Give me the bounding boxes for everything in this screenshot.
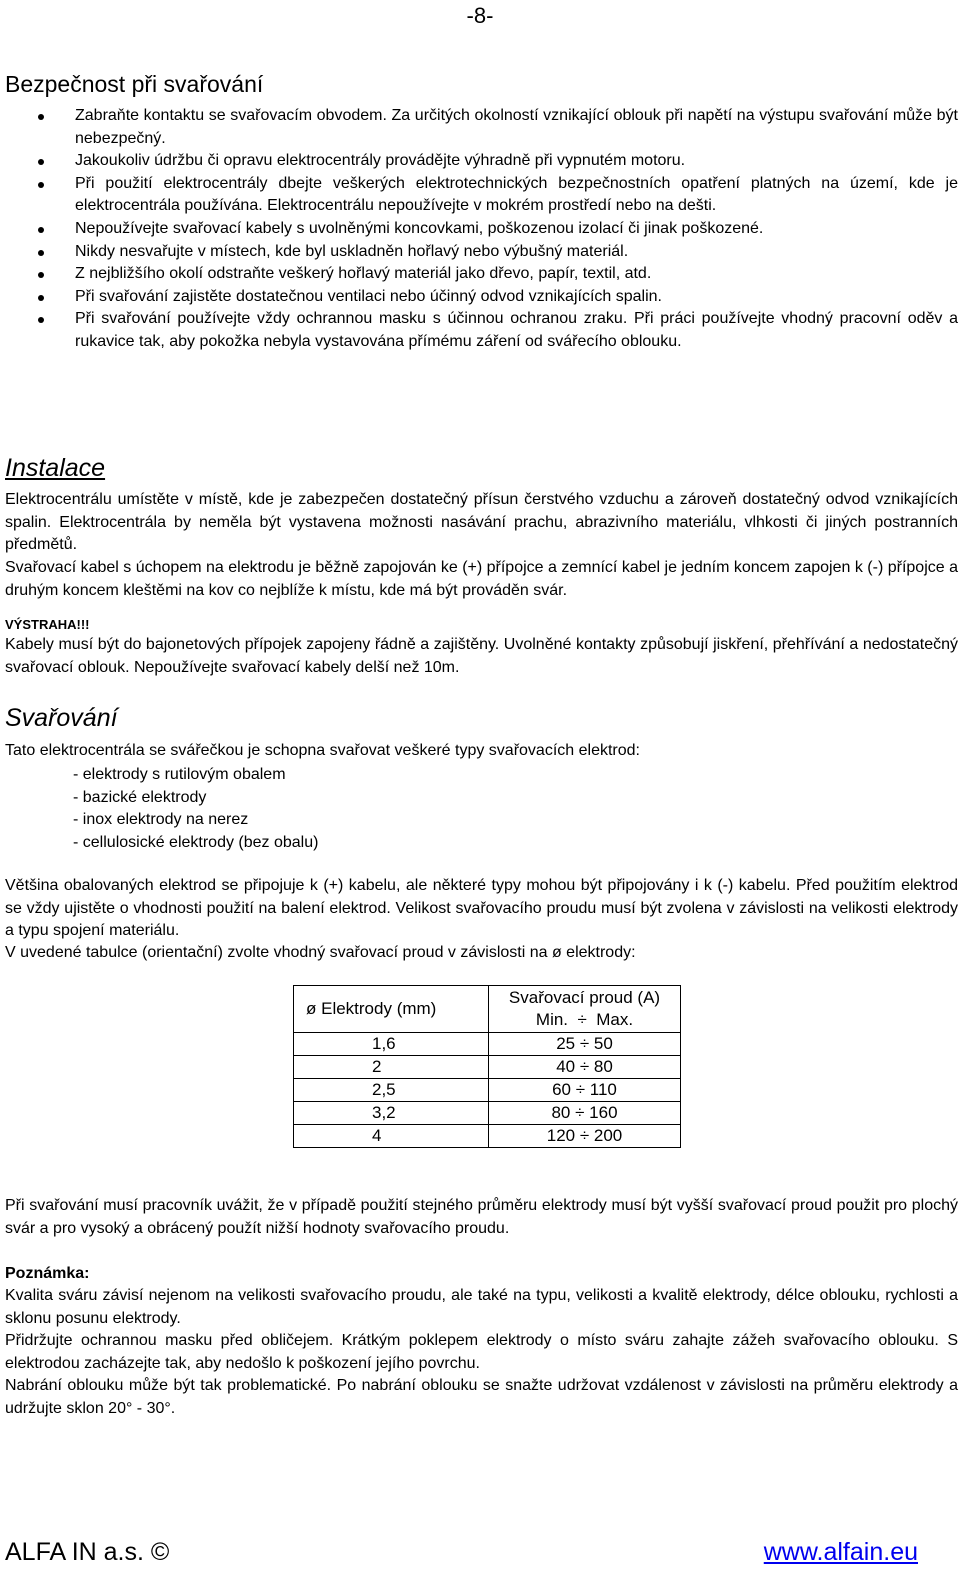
- table-cell-current: 80 ÷ 160: [489, 1102, 681, 1125]
- welding-current-table: [293, 985, 681, 1148]
- table-cell-diameter: 3,2: [294, 1102, 489, 1125]
- table-header-row: [294, 986, 681, 1033]
- note-paragraph-1: Kvalita sváru závisí nejenom na velikosti svařovacího proudu, ale také na typu, velikosti a kvalitě elektrody, délce oblouku, rychlosti a sklonu posunu elektrody.: [5, 1287, 958, 1327]
- warning-title: VÝSTRAHA!!!: [5, 617, 90, 632]
- table-cell-current: 40 ÷ 80: [489, 1056, 681, 1079]
- table-cell-diameter: 2: [294, 1056, 489, 1079]
- footer-company: ALFA IN a.s. ©: [5, 1538, 170, 1566]
- note-title: Poznámka:: [5, 1265, 90, 1282]
- table-cell-diameter: 4: [294, 1125, 489, 1148]
- bullet-item: Při svařování používejte vždy ochrannou masku s účinnou ochranou zraku. Při práci používejte vhodný pracovní oděv a rukavice tak, aby pokožka nebyla vystavována přímému záření od svářecího oblouku.: [5, 308, 958, 353]
- table-cell-current: 60 ÷ 110: [489, 1079, 681, 1102]
- footer-website-link[interactable]: www.alfain.eu: [763, 1538, 918, 1566]
- welding-intro: Tato elektrocentrála se svářečkou je schopna svařovat veškeré typy svařovacích elektrod:: [5, 742, 640, 759]
- table-header-current: [489, 986, 681, 1033]
- table-header-current-title: Svařovací proud (A): [508, 988, 661, 1007]
- section-title-safety: Bezpečnost při svařování: [5, 71, 264, 97]
- table-row: [294, 1033, 681, 1056]
- installation-paragraph-1: Elektrocentrálu umístěte v místě, kde je zabezpečen dostatečný přísun čerstvého vzduchu a zároveň dostatečný odvod vznikajících spalin. Elektrocentrála by neměla být vystavena možnosti nasávání prachu, abrazivního materiálu, vlhkosti či jiných postranních předmětů.: [5, 491, 958, 554]
- table-header-current-range: Min. ÷ Max.: [535, 1010, 634, 1029]
- list-item: - cellulosické elektrody (bez obalu): [73, 832, 318, 855]
- table-row: [294, 1079, 681, 1102]
- list-item: - elektrody s rutilovým obalem: [73, 764, 318, 787]
- installation-paragraph-2: Svařovací kabel s úchopem na elektrodu je běžně zapojován ke (+) přípojce a zemnící kabel je jedním koncem zapojen k (-) přípojce a druhým koncem kleštěmi na kov co nejblíže k místu, kde má být prováděn svár.: [5, 559, 958, 599]
- bullet-item: Nikdy nesvařujte v místech, kde byl uskladněn hořlavý nebo výbušný materiál.: [5, 241, 958, 264]
- bullet-item: Při použití elektrocentrály dbejte veškerých elektrotechnických bezpečnostních opatření platných na území, kde je elektrocentrála používána. Elektrocentrálu nepoužívejte v mokrém prostředí nebo na dešti.: [5, 173, 958, 218]
- table-row: [294, 1056, 681, 1079]
- bullet-item: Nepoužívejte svařovací kabely s uvolněnými koncovkami, poškozenou izolací či jinak poškozené.: [5, 218, 958, 241]
- note-paragraph-2: Přidržujte ochrannou masku před obličejem. Krátkým poklepem elektrody o místo sváru zahajte zážeh svařovacího oblouku. S elektrodou zacházejte tak, aby nedošlo k poškození jejího povrchu.: [5, 1332, 958, 1372]
- table-cell-diameter: 2,5: [294, 1079, 489, 1102]
- welding-paragraph-2: V uvedené tabulce (orientační) zvolte vhodný svařovací proud v závislosti na ø elektrody:: [5, 944, 636, 961]
- bullet-item: Z nejbližšího okolí odstraňte veškerý hořlavý materiál jako dřevo, papír, textil, atd.: [5, 263, 958, 286]
- table-cell-diameter: 1,6: [294, 1033, 489, 1056]
- note-paragraph-3: Nabrání oblouku může být tak problematické. Po nabrání oblouku se snažte udržovat vzdálenost v závislosti na průměru elektrody a udržujte sklon 20° - 30°.: [5, 1377, 958, 1417]
- warning-text: Kabely musí být do bajonetových přípojek zapojeny řádně a zajištěny. Uvolněné kontakty způsobují jiskření, přehřívání a nedostatečný svařovací oblouk. Nepoužívejte svařovací kabely delší než 10m.: [5, 636, 958, 676]
- bullet-item: Zabraňte kontaktu se svařovacím obvodem. Za určitých okolností vznikající oblouk při napětí na výstupu svařování může být nebezpečný.: [5, 105, 958, 150]
- table-cell-current: 25 ÷ 50: [489, 1033, 681, 1056]
- section-title-installation: Instalace: [5, 454, 106, 482]
- section-title-welding: Svařování: [5, 704, 118, 732]
- welding-paragraph-3: Při svařování musí pracovník uvážit, že v případě použití stejného průměru elektrody musí být vyšší svařovací proud použit pro plochý svár a pro vysoký a obrácený použít nižší hodnoty svařovacího proudu.: [5, 1197, 958, 1237]
- list-item: - inox elektrody na nerez: [73, 809, 318, 832]
- table-cell-current: 120 ÷ 200: [489, 1125, 681, 1148]
- table-row: [294, 1102, 681, 1125]
- bullet-item: Jakoukoliv údržbu či opravu elektrocentrály provádějte výhradně při vypnutém motoru.: [5, 150, 958, 173]
- welding-paragraph-1: Většina obalovaných elektrod se připojuje k (+) kabelu, ale některé typy mohou být připojovány i k (-) kabelu. Před použitím elektrod se vždy ujistěte o vhodnosti použití na balení elektrod. Velikost svařovacího proudu musí být zvolena v závislosti na velikosti elektrody a typu spojení materiálu.: [5, 877, 958, 940]
- page-number: -8-: [466, 3, 494, 28]
- bullet-item: Při svařování zajistěte dostatečnou ventilaci nebo účinný odvod vznikajících spalin.: [5, 286, 958, 309]
- list-item: - bazické elektrody: [73, 787, 318, 810]
- table-header-diameter: ø Elektrody (mm): [294, 986, 489, 1033]
- safety-bullet-list: [5, 105, 958, 354]
- table-row: [294, 1125, 681, 1148]
- electrode-type-list: [73, 764, 318, 854]
